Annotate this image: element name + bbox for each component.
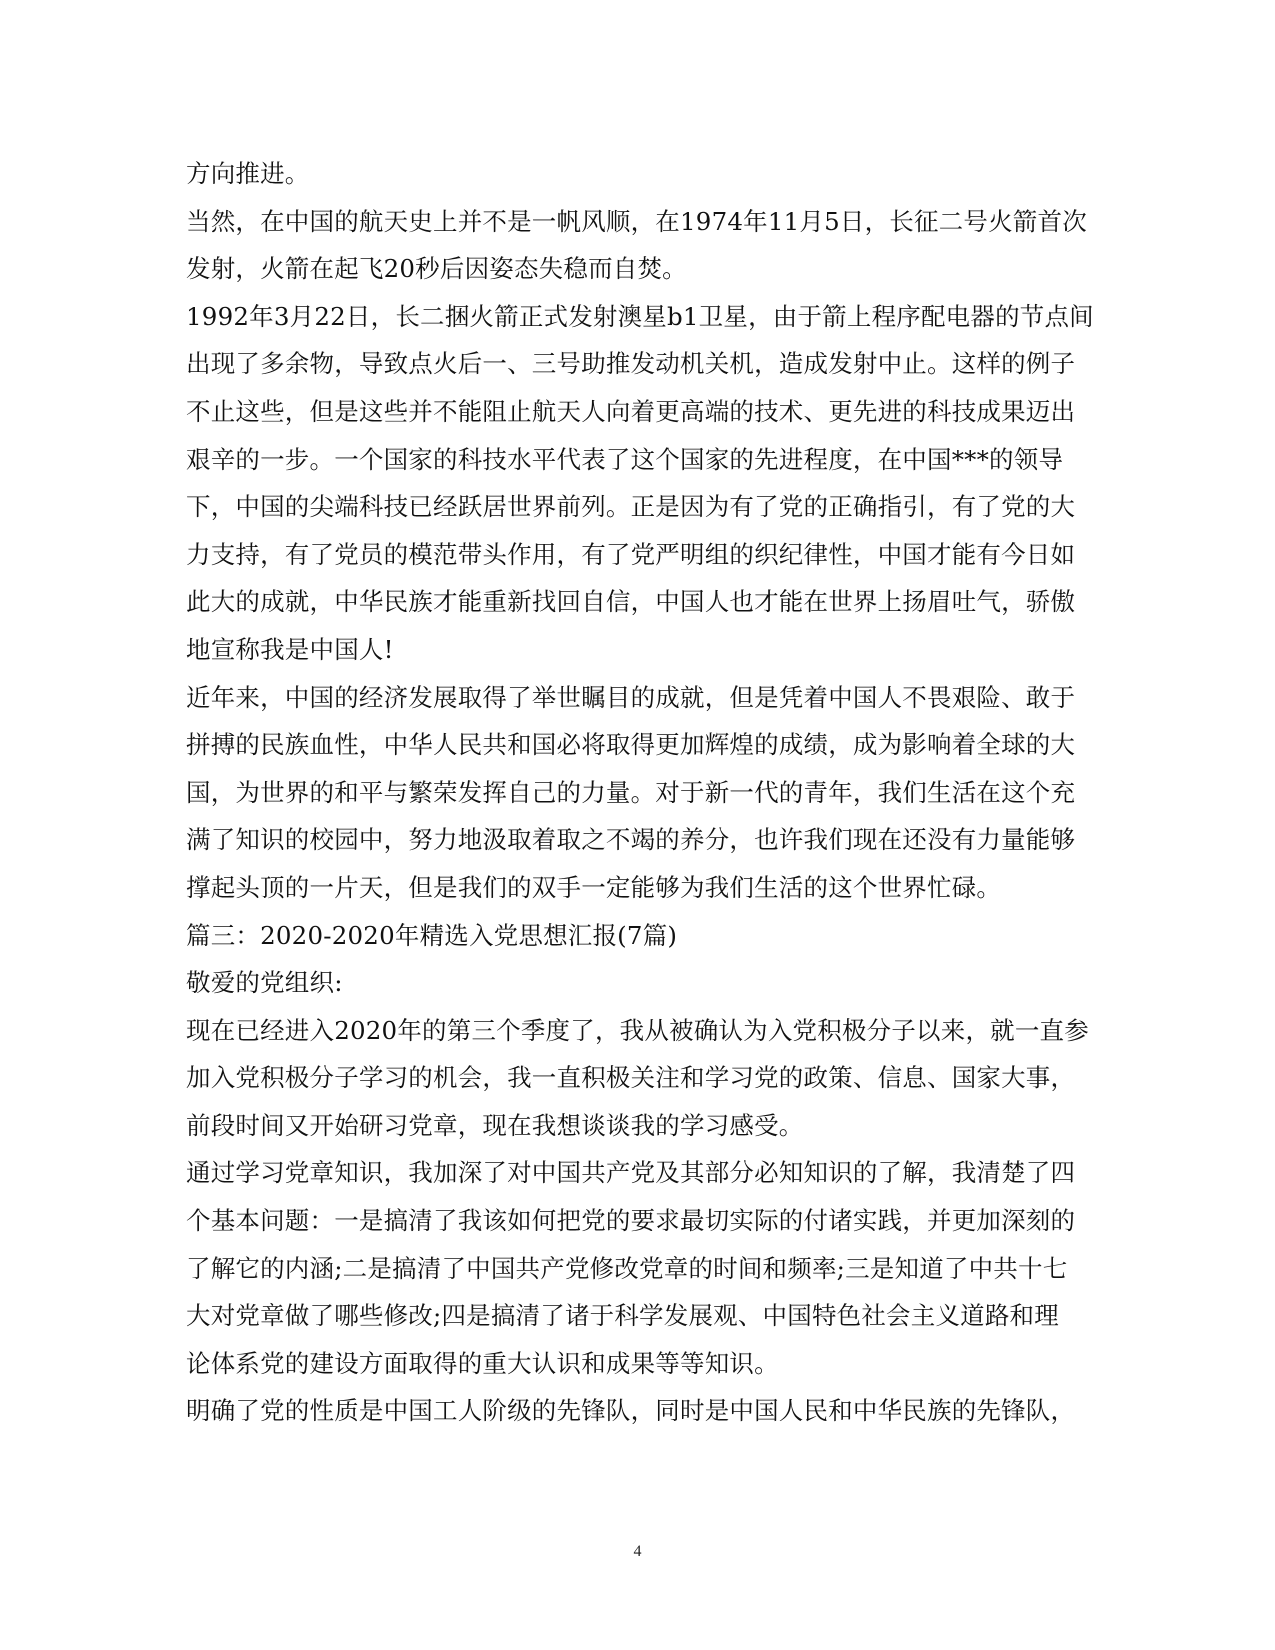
text-line: 地宣称我是中国人!	[186, 634, 394, 664]
text-line: 个基本问题：一是搞清了我该如何把党的要求最切实际的付诸实践，并更加深刻的	[186, 1206, 1076, 1236]
text-line: 力支持，有了党员的模范带头作用，有了党严明组的织纪律性，中国才能有今日如	[186, 539, 1076, 569]
text-line: 艰辛的一步。一个国家的科技水平代表了这个国家的先进程度，在中国***的领导	[186, 444, 1064, 474]
text-line: 前段时间又开始研习党章，现在我想谈谈我的学习感受。	[186, 1110, 804, 1140]
text-line: 当然，在中国的航天史上并不是一帆风顺，在1974年11月5日，长征二号火箭首次	[186, 206, 1087, 236]
text-line: 1992年3月22日，长二捆火箭正式发射澳星b1卫星，由于箭上程序配电器的节点间	[186, 301, 1094, 331]
text-line: 出现了多余物，导致点火后一、三号助推发动机关机，造成发射中止。这样的例子	[186, 349, 1076, 379]
text-line: 撑起头顶的一片天，但是我们的双手一定能够为我们生活的这个世界忙碌。	[186, 872, 1002, 902]
text-line: 明确了党的性质是中国工人阶级的先锋队，同时是中国人民和中华民族的先锋队，	[186, 1396, 1076, 1426]
text-line: 发射，火箭在起飞20秒后因姿态失稳而自焚。	[186, 254, 687, 284]
text-line: 下，中国的尖端科技已经跃居世界前列。正是因为有了党的正确指引，有了党的大	[186, 492, 1076, 522]
document-body	[186, 150, 1094, 1435]
salutation: 敬爱的党组织:	[186, 968, 343, 998]
text-line: 通过学习党章知识，我加深了对中国共产党及其部分必知知识的了解，我清楚了四	[186, 1158, 1076, 1188]
text-line: 此大的成就，中华民族才能重新找回自信，中国人也才能在世界上扬眉吐气，骄傲	[186, 587, 1076, 617]
text-line: 国，为世界的和平与繁荣发挥自己的力量。对于新一代的青年，我们生活在这个充	[186, 777, 1076, 807]
text-line: 加入党积极分子学习的机会，我一直积极关注和学习党的政策、信息、国家大事，	[186, 1063, 1076, 1093]
page-number: 4	[633, 1543, 642, 1560]
text-line: 大对党章做了哪些修改;四是搞清了诸于科学发展观、中国特色社会主义道路和理	[186, 1301, 1059, 1331]
text-line: 满了知识的校园中，努力地汲取着取之不竭的养分，也许我们现在还没有力量能够	[186, 825, 1076, 855]
text-line: 不止这些，但是这些并不能阻止航天人向着更高端的技术、更先进的科技成果迈出	[186, 396, 1076, 426]
text-line: 拼搏的民族血性，中华人民共和国必将取得更加辉煌的成绩，成为影响着全球的大	[186, 730, 1076, 760]
text-line: 近年来，中国的经济发展取得了举世瞩目的成就，但是凭着中国人不畏艰险、敢于	[186, 682, 1076, 712]
text-line: 方向推进。	[186, 159, 310, 188]
text-line: 论体系党的建设方面取得的重大认识和成果等等知识。	[186, 1348, 779, 1378]
text-line: 了解它的内涵;二是搞清了中国共产党修改党章的时间和频率;三是知道了中共十七	[186, 1253, 1068, 1283]
section-heading: 篇三：2020-2020年精选入党思想汇报(7篇)	[186, 920, 678, 950]
text-line: 现在已经进入2020年的第三个季度了，我从被确认为入党积极分子以来，就一直参	[186, 1015, 1089, 1045]
